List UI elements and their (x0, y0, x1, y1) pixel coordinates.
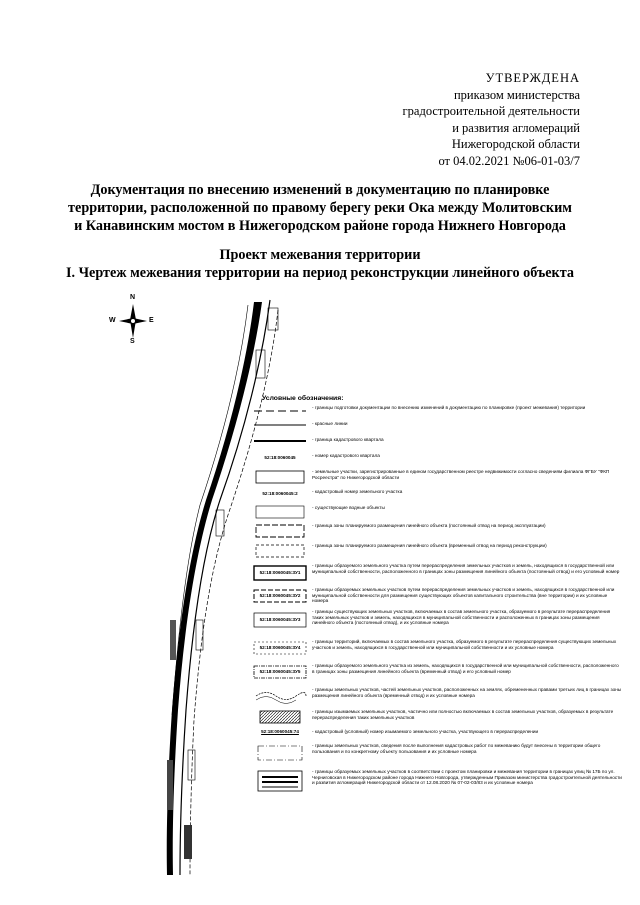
symbol-label: 52:18:0060045:ЗУ3 (259, 617, 301, 623)
legend-title: Условные обозначения: (262, 395, 344, 402)
temporary-plot-symbol (252, 663, 308, 683)
legend-text: - граница кадастрового квартала (312, 437, 384, 443)
dashed-boundary-symbol (252, 405, 308, 417)
red-line-symbol (252, 421, 308, 433)
legend-item (252, 421, 622, 433)
cadastral-works-symbol (252, 743, 308, 765)
legend-text: - граница зоны планируемого размещения линейного объекта (временный отвод на период реконструкции) (312, 543, 547, 549)
linear-object-zone (167, 302, 262, 875)
compass-east-label: E (149, 317, 154, 324)
seized-number-symbol (252, 729, 308, 739)
legend-item (252, 743, 622, 765)
compass-north-label: N (130, 294, 136, 301)
symbol-label: 52:18:0060045:2 (262, 491, 298, 497)
legend-item (252, 609, 622, 635)
document-subtitle (20, 246, 620, 282)
legend-text: - границы земельных участков, сведения после выполнения кадастровых работ по межеванию будут внесены в территории общего пользования и по конкретному объекту пользования и их условные номера (312, 743, 601, 754)
legend-item (252, 405, 622, 417)
legend-text: - границы подготовки документации по внесению изменений в документацию по планировке (проект межевания) территории (312, 405, 586, 411)
document-title (20, 181, 620, 235)
north-arrow-icon (109, 294, 154, 345)
redistributed-plot-symbol (252, 587, 308, 605)
land-plot (167, 760, 173, 810)
red-line (172, 305, 248, 715)
symbol-label: 52:18:0060045:74 (261, 729, 299, 735)
legend-text: - границы изымаемых земельных участков, частично или полностью включаемых в состав земельных участков, образуемых в результате перераспределения таких земельных участков (312, 709, 614, 720)
legend-text: - кадастровый номер земельного участка (312, 489, 403, 495)
approval-line: приказом министерства (453, 87, 580, 102)
approval-heading: УТВЕРЖДЕНА (485, 71, 580, 85)
legend-text: - существующие водные объекты (312, 505, 385, 511)
legend-item (252, 523, 622, 539)
compass-west-label: W (109, 317, 116, 324)
formed-plot-symbol (252, 563, 308, 583)
legend-item (252, 563, 622, 583)
territory-plot-symbol (252, 639, 308, 659)
subtitle-line: Проект межевания территории (219, 247, 421, 263)
legend-text: - границы существующих земельных участков, включаемых в состав земельного участка, образуемого в результате перераспределения таких земельных участков и земель, находящихся в муниципальной собственности и расположенных в границах зоны размещения линейного объекта (постоянный отвод), и их условные номера (312, 609, 611, 626)
legend-item (252, 639, 622, 659)
compass-south-label: S (130, 338, 135, 345)
legend-item (252, 729, 622, 739)
land-plot (170, 620, 176, 660)
permanent-zone-symbol (252, 523, 308, 539)
plot-number-symbol (252, 489, 308, 501)
title-line: и Канавинским мостом в Нижегородском районе города Нижнего Новгорода (74, 218, 566, 234)
legend-item (252, 663, 622, 683)
land-plot (184, 825, 192, 859)
legend-text: - красные линии (312, 421, 348, 427)
registered-plot-symbol (252, 469, 308, 485)
legend-text: - граница зоны планируемого размещения линейного объекта (постоянный отвод на период эксплуатации) (312, 523, 546, 529)
symbol-label: 52:18:0060045 (264, 455, 296, 461)
legend-text: - кадастровый (условный) номер изымаемого земельного участка, участвующего в перераспределении (312, 729, 539, 735)
symbol-label: 52:18:0060045:ЗУ1 (259, 570, 301, 576)
legend-text: - земельные участки, зарегистрированные в едином государственном реестре недвижимости согласно сведениям филиала ФГБУ "ФКП Росреестра" по Нижегородской области (312, 469, 610, 480)
subtitle-line: I. Чертеж межевания территории на период реконструкции линейного объекта (66, 265, 574, 281)
legend-text: - границы территорий, включаемых в состав земельного участка, образуемого в результате перераспределения существующих земельных участков и земель, находящихся в государственной или муниципальной собственности и их условные номера (312, 639, 617, 650)
approval-line: и развития агломераций (452, 120, 580, 135)
legend-item (252, 437, 622, 449)
approval-line: Нижегородской области (451, 137, 580, 151)
land-plot (196, 620, 203, 650)
project-plot-symbol (252, 769, 308, 795)
symbol-label: 52:18:0060045:ЗУ2 (259, 593, 301, 599)
legend-item (252, 769, 622, 795)
legend-text: - границы образуемых земельных участков в соответствии с проектом планировки и межевания территории в границах улиц № 17Б по ул. Черниговская в Нижегородском районе города Нижнего Новгорода, утвержденным Приказом министерства градостроительной деятельности и развития агломераций Нижегородской области от 12.08.2020 № 07-02-03/83 и их условные номера (312, 769, 622, 786)
existing-plot-symbol (252, 609, 308, 635)
title-line: территории, расположенной по правому берегу реки Ока между Молитовским (68, 200, 572, 216)
quarter-number-symbol (252, 453, 308, 465)
legend-item (252, 489, 622, 501)
legend-item (252, 505, 622, 519)
approval-date-line: от 04.02.2021 №06-01-03/7 (438, 153, 580, 168)
symbol-label: 52:18:0060045:ЗУ4 (259, 645, 301, 651)
legend-item (252, 687, 622, 705)
temporary-zone-symbol (252, 543, 308, 559)
approval-stamp (360, 70, 580, 169)
legend-item (252, 587, 622, 605)
seized-plot-symbol (252, 709, 308, 725)
legend-item (252, 469, 622, 485)
legend-text: - номер кадастрового квартала (312, 453, 380, 459)
legend (252, 396, 622, 799)
quarter-boundary-symbol (252, 437, 308, 449)
water-body-symbol (252, 505, 308, 519)
legend-text: - границы образуемых земельных участков путем перераспределения земельных участков и земель, находящихся в государственной или муниципальной собственности для размещения существующих объектов капитального строительства (вне территории) и их условные номера (312, 587, 615, 604)
legend-item (252, 453, 622, 465)
legend-text: - границы земельных участков, частей земельных участков, расположенных на землях, обремененных правами третьих лиц в границах зоны размещения линейного объекта (временный отвод) и их условные номера (312, 687, 622, 698)
symbol-label: 52:18:0060045:ЗУ5 (259, 669, 301, 675)
land-plot (268, 308, 278, 330)
legend-item (252, 709, 622, 725)
legend-item (252, 543, 622, 559)
encumbered-plot-symbol (252, 687, 308, 705)
title-line: Документация по внесению изменений в документацию по планировке (90, 182, 550, 198)
legend-text: - границы образуемого земельного участка путем перераспределения земельных участков и земель, находящихся в государственной или муниципальной собственности, расположенного в границах зоны размещения линейного объекта (постоянный отвод) и его условный номер (312, 563, 620, 574)
legend-text: - границы образуемого земельного участка из земель, находящихся в государственной или муниципальной собственности, расположенного в границах зоны размещения линейного объекта (временный отвод) и его условный номер (312, 663, 619, 674)
approval-line: градостроительной деятельности (402, 104, 580, 118)
